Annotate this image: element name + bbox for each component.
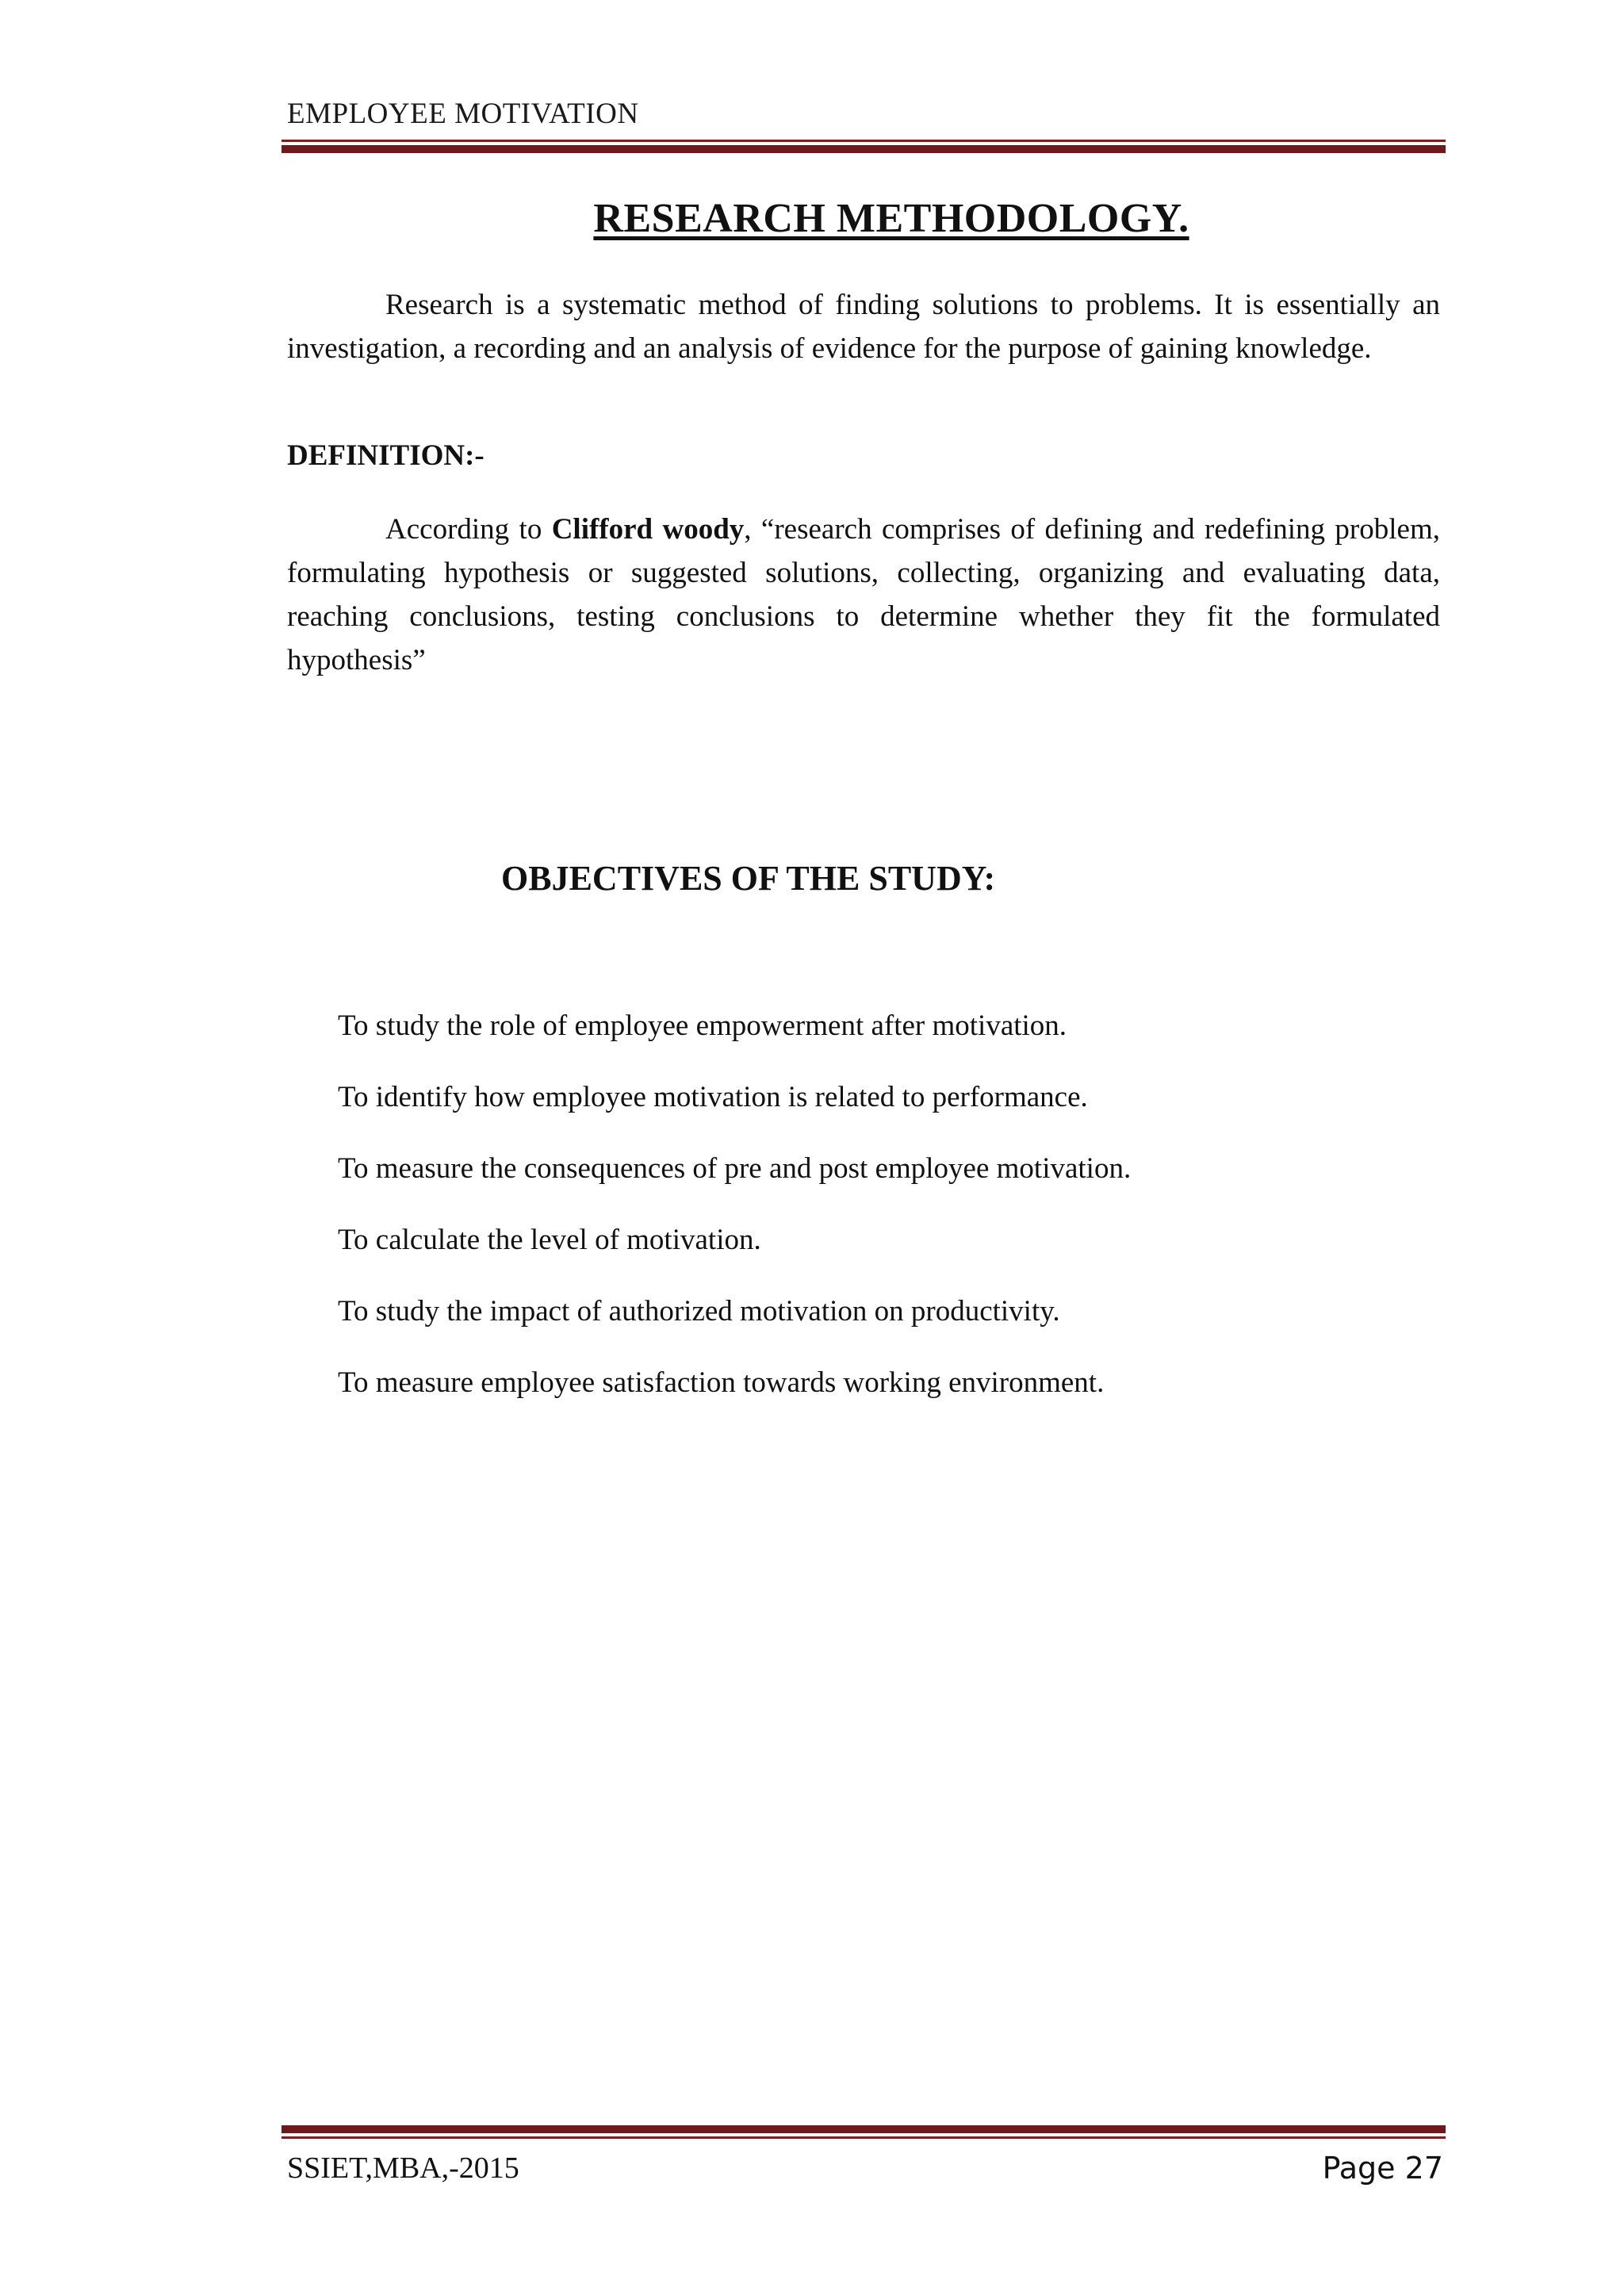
footer-rule: [282, 2125, 1446, 2139]
header-rule: [282, 140, 1446, 153]
footer-institution: SSIET,MBA,-2015: [287, 2151, 519, 2185]
definition-heading: DEFINITION:-: [287, 439, 485, 472]
objectives-list: [338, 1009, 1131, 1437]
objective-item: To measure the consequences of pre and post employee motivation.: [338, 1152, 1132, 1185]
section-heading: RESEARCH METHODOLOGY.: [593, 196, 1189, 241]
definition-text: , “research comprises of defining and redefining problem, formulating hypothesis or suggested solutions, collecting, organizing and evaluating data, reaching conclusions, testing conclusions to determine whether they fit the formulated hypothesis”: [287, 513, 1440, 676]
objective-item: To calculate the level of motivation.: [338, 1224, 761, 1256]
objective-item: To study the impact of authorized motivation on productivity.: [338, 1295, 1060, 1328]
objective-item: To identify how employee motivation is related to performance.: [338, 1081, 1088, 1113]
definition-paragraph: [287, 508, 1440, 682]
intro-paragraph: [287, 283, 1440, 370]
objective-item: To study the role of employee empowerment after motivation.: [338, 1010, 1067, 1042]
objective-item: To measure employee satisfaction towards working environment.: [338, 1366, 1105, 1399]
running-header: EMPLOYEE MOTIVATION: [287, 98, 639, 130]
definition-prefix: According to: [385, 513, 552, 546]
intro-text: Research is a systematic method of finding solutions to problems. It is essentially an investigation, a recording and an analysis of evidence for the purpose of gaining knowledge.: [287, 289, 1440, 365]
objectives-heading: OBJECTIVES OF THE STUDY:: [501, 859, 996, 898]
page-number: Page 27: [1322, 2151, 1443, 2186]
definition-author: Clifford woody: [551, 513, 745, 546]
